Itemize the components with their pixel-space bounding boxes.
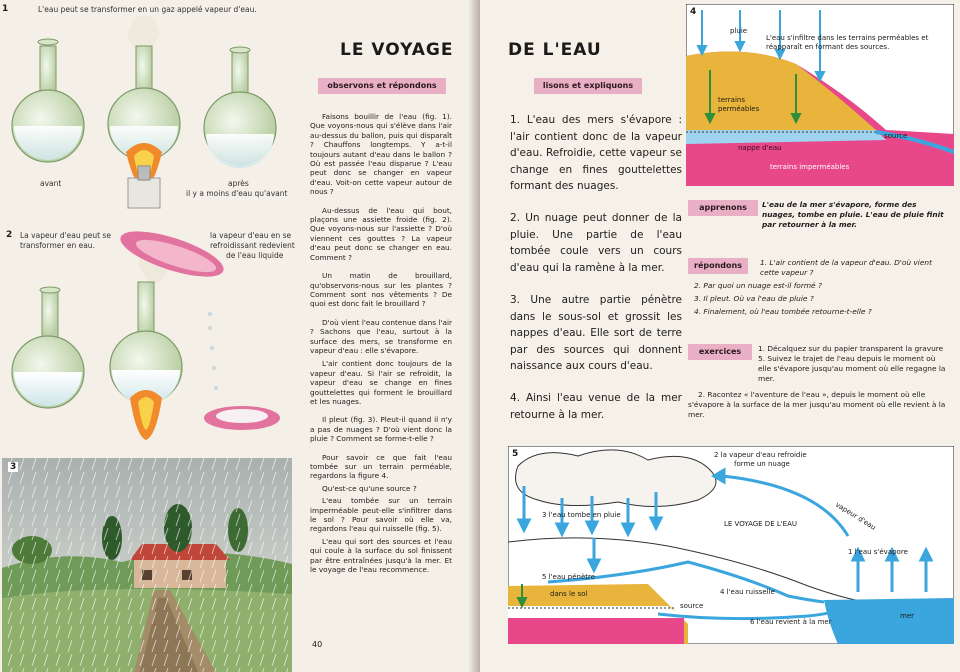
exercices-text bbox=[688, 344, 950, 423]
fig5-label-1: 1 l'eau s'évapore bbox=[848, 548, 908, 556]
observons-tag: observons et répondons bbox=[318, 78, 446, 94]
fig5-water-cycle-diagram bbox=[508, 446, 954, 644]
fig3-number: 3 bbox=[10, 462, 17, 472]
fig4-nappe: nappe d'eau bbox=[738, 144, 782, 152]
fig4-permeables-1: terrains bbox=[718, 96, 746, 104]
observons-text bbox=[310, 112, 452, 583]
fig5-source: source bbox=[680, 602, 704, 610]
exercise-1: 1. Décalquez sur du papier transparent la gravure 5. Suivez le trajet de l'eau depuis le moment où elle s'évapore jusqu'au moment où elle regagne la mer. bbox=[758, 344, 946, 383]
para-2: Au-dessus de l'eau qui bout, plaçons une assiette froide (fig. 2). Que voyons-nous sur l'assiette ? D'où viennent ces gouttes ? La vapeur d'eau peut donc se changer en eau. Comment ? bbox=[310, 205, 452, 262]
fig5-label-2b: forme un nuage bbox=[734, 460, 790, 468]
fig4-infiltration-diagram bbox=[686, 4, 954, 186]
flask-boiling bbox=[108, 16, 180, 208]
question-3: 3. Il pleut. Où va l'eau de pluie ? bbox=[694, 294, 814, 303]
apprenons-tag: apprenons bbox=[688, 200, 758, 216]
lesson-2: 2. Un nuage peut donner de la pluie. Une partie de l'eau tombée coule vers un cours d'eau qui la ramène à la mer. bbox=[510, 212, 682, 274]
repondons-questions bbox=[694, 258, 950, 320]
flask-after bbox=[204, 47, 276, 168]
para-10: L'eau qui sort des sources et l'eau qui coule à la surface du sol finissent par être entraînées jusqu'à la mer. Et le voyage de l'eau recommence. bbox=[310, 536, 452, 575]
fig1-caption: L'eau peut se transformer en un gaz appelé vapeur d'eau. bbox=[38, 5, 257, 14]
fig2-plate-illustration bbox=[0, 222, 300, 454]
fig2-caption-line1: La vapeur d'eau peut se bbox=[20, 231, 111, 240]
question-1: 1. L'air contient de la vapeur d'eau. D'où vient cette vapeur ? bbox=[760, 258, 932, 277]
question-2: 2. Par quoi un nuage est-il formé ? bbox=[694, 281, 822, 290]
para-8: Qu'est-ce qu'une source ? bbox=[322, 483, 417, 493]
flask-plain bbox=[12, 287, 84, 408]
flask-heated-with-plate bbox=[110, 222, 280, 440]
fig2-right-line3: de l'eau liquide bbox=[226, 251, 284, 260]
fig5-vapeur: vapeur d'eau bbox=[833, 500, 878, 532]
para-9: L'eau tombée sur un terrain imperméable peut-elle s'infiltrer dans le sol ? Pour savoir où elle va, regardons l'eau qui ruisselle (fig. 5). bbox=[310, 496, 452, 534]
fig5-title: LE VOYAGE DE L'EAU bbox=[724, 520, 798, 528]
fig2-right-line2: refroidissant redevient bbox=[210, 241, 295, 250]
para-3: Un matin de brouillard, qu'observons-nous sur les plantes ? Comment sont nos vêtements ? De quoi est donc fait le brouillard ? bbox=[310, 271, 452, 309]
question-4: 4. Finalement, où l'eau tombée retourne-t-elle ? bbox=[694, 307, 872, 316]
lesson-3: 3. Une autre partie pénètre dans le sous-sol et grossit les nappes d'eau. Elle sort de terre par des sources qui donnent naissance aux cours d'eau. bbox=[510, 294, 682, 372]
fig1-before-label: avant bbox=[40, 179, 62, 188]
repondons-tag: répondons bbox=[688, 258, 748, 274]
exercices-tag: exercices bbox=[688, 344, 752, 360]
fig4-source: source bbox=[884, 132, 908, 140]
para-5: L'air contient donc toujours de la vapeur d'eau. Si l'air se refroidit, la vapeur d'eau se change en fines gouttelettes qui forment le brouillard et les nuages. bbox=[310, 359, 452, 406]
fig5-label-4: 4 l'eau ruisselle bbox=[720, 588, 775, 596]
fig5-label-5b: dans le sol bbox=[550, 590, 588, 598]
lesson-1: 1. L'eau des mers s'évapore : l'air contient donc de la vapeur d'eau. Refroidie, cette vapeur se change en fines gouttelettes formant des nuages. bbox=[510, 114, 682, 192]
fig4-permeables-2: perméables bbox=[718, 105, 760, 113]
fig4-infiltre: L'eau s'infiltre dans les terrains perméables et réapparaît en formant des sources. bbox=[766, 34, 929, 51]
fig1-after-note: il y a moins d'eau qu'avant bbox=[186, 189, 288, 198]
title-right: DE L'EAU bbox=[508, 40, 602, 60]
fig5-number: 5 bbox=[512, 449, 519, 459]
fig5-label-2a: 2 la vapeur d'eau refroidie bbox=[714, 451, 807, 459]
fig4-number: 4 bbox=[690, 7, 697, 17]
fig4-impermeables: terrains imperméables bbox=[770, 163, 850, 171]
fig4-pluie: pluie bbox=[730, 27, 748, 35]
para-7: Pour savoir ce que fait l'eau tombée sur un terrain perméable, regardons la figure 4. bbox=[310, 452, 452, 481]
lisons-tag: lisons et expliquons bbox=[534, 78, 642, 94]
fig5-label-6: 6 l'eau revient à la mer bbox=[750, 618, 832, 626]
fig5-label-5a: 5 l'eau pénètre bbox=[542, 573, 596, 581]
para-1: Faisons bouillir de l'eau (fig. 1). Que voyons-nous qui s'élève dans l'air au-dessus du ballon, puis qui disparaît ? Chauffons longtemps. Y a-t-il toujours autant d'eau dans le ballon ? Où est passée l'eau disparue ? L'eau peut donc se changer en vapeur d'eau. Voit-on cette vapeur autour de nous ? bbox=[310, 112, 452, 197]
page-number: 40 bbox=[312, 640, 323, 649]
para-6: Il pleut (fig. 3). Pleut-il quand il n'y a pas de nuages ? D'où vient donc la pluie ? Comment se forme-t-elle ? bbox=[310, 415, 452, 444]
fig5-label-3: 3 l'eau tombe en pluie bbox=[542, 511, 621, 519]
fig2-number: 2 bbox=[6, 230, 13, 240]
fig2-caption-line2: transformer en eau. bbox=[20, 241, 95, 250]
fig1-after-label: après bbox=[228, 179, 249, 188]
exercise-2: 2. Racontez « l'aventure de l'eau », depuis le moment où elle s'évapore à la surface de la mer jusqu'au moment où elle revient à la mer. bbox=[688, 390, 946, 419]
fig5-mer: mer bbox=[900, 612, 915, 620]
fig3-rain-landscape bbox=[2, 458, 292, 672]
title-left: LE VOYAGE bbox=[340, 40, 454, 60]
fig2-right-line1: la vapeur d'eau en se bbox=[210, 231, 292, 240]
para-4: D'où vient l'eau contenue dans l'air ? Sachons que l'eau, surtout à la surface des mers, se transforme en vapeur d'eau : elle s'évapore. bbox=[310, 317, 452, 355]
lesson-4: 4. Ainsi l'eau venue de la mer retourne à la mer. bbox=[510, 392, 682, 421]
apprenons-text: L'eau de la mer s'évapore, forme des nuages, tombe en pluie. L'eau de pluie finit par retourner à la mer. bbox=[762, 200, 944, 229]
fig1-number: 1 bbox=[2, 4, 9, 14]
flask-before bbox=[12, 39, 84, 162]
right-page bbox=[480, 0, 960, 672]
